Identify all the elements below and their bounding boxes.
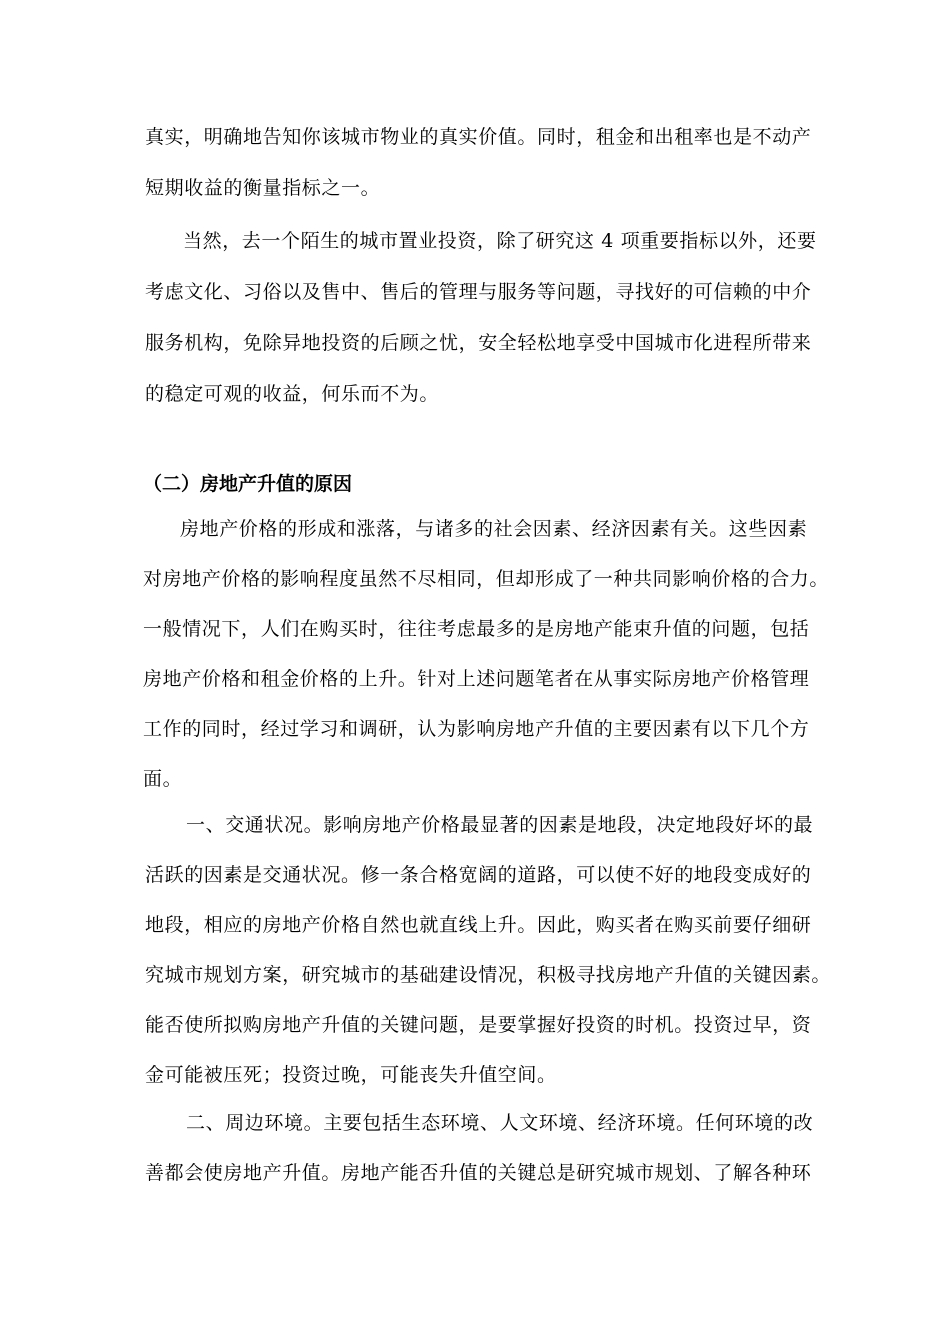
text-line: 善都会使房地产升值。房地产能否升值的关键总是研究城市规划、了解各种环	[145, 1162, 812, 1184]
text-line: 服务机构，免除异地投资的后顾之忧，安全轻松地享受中国城市化进程所带来	[145, 332, 812, 354]
text-line: 短期收益的衡量指标之一。	[145, 177, 381, 199]
text-line: 活跃的因素是交通状况。修一条合格宽阔的道路，可以使不好的地段变成好的	[145, 864, 812, 886]
text-line: 一、交通状况。影响房地产价格最显著的因素是地段，决定地段好坏的最	[186, 814, 814, 836]
text-line: 的稳定可观的收益，何乐而不为。	[145, 383, 440, 405]
text-line: 对房地产价格的影响程度虽然不尽相同，但却形成了一种共同影响价格的合力。	[143, 568, 830, 590]
text-line: 面。	[143, 768, 183, 790]
text-line: 金可能被压死；投资过晚，可能丧失升值空间。	[145, 1064, 557, 1086]
text-line: 考虑文化、习俗以及售中、售后的管理与服务等问题，寻找好的可信赖的中介	[145, 281, 812, 303]
text-line: 当然，去一个陌生的城市置业投资，除了研究这 4 项重要指标以外，还要	[183, 230, 817, 252]
text-line: 二、周边环境。主要包括生态环境、人文环境、经济环境。任何环境的改	[186, 1112, 814, 1134]
text-line: 真实，明确地告知你该城市物业的真实价值。同时，租金和出租率也是不动产	[145, 126, 812, 148]
section-heading: （二）房地产升值的原因	[143, 473, 353, 495]
text-line: 房地产价格和租金价格的上升。针对上述问题笔者在从事实际房地产价格管理	[143, 668, 810, 690]
text-line: 究城市规划方案，研究城市的基础建设情况，积极寻找房地产升值的关键因素。	[145, 964, 832, 986]
text-line: 地段，相应的房地产价格自然也就直线上升。因此，购买者在购买前要仔细研	[145, 914, 812, 936]
text-line: 能否使所拟购房地产升值的关键问题，是要掌握好投资的时机。投资过早，资	[145, 1014, 812, 1036]
text-line: 一般情况下，人们在购买时，往往考虑最多的是房地产能束升值的问题，包括	[143, 618, 810, 640]
text-line: 工作的同时，经过学习和调研，认为影响房地产升值的主要因素有以下几个方	[143, 718, 810, 740]
text-line: 房地产价格的形成和涨落，与诸多的社会因素、经济因素有关。这些因素	[180, 518, 808, 540]
